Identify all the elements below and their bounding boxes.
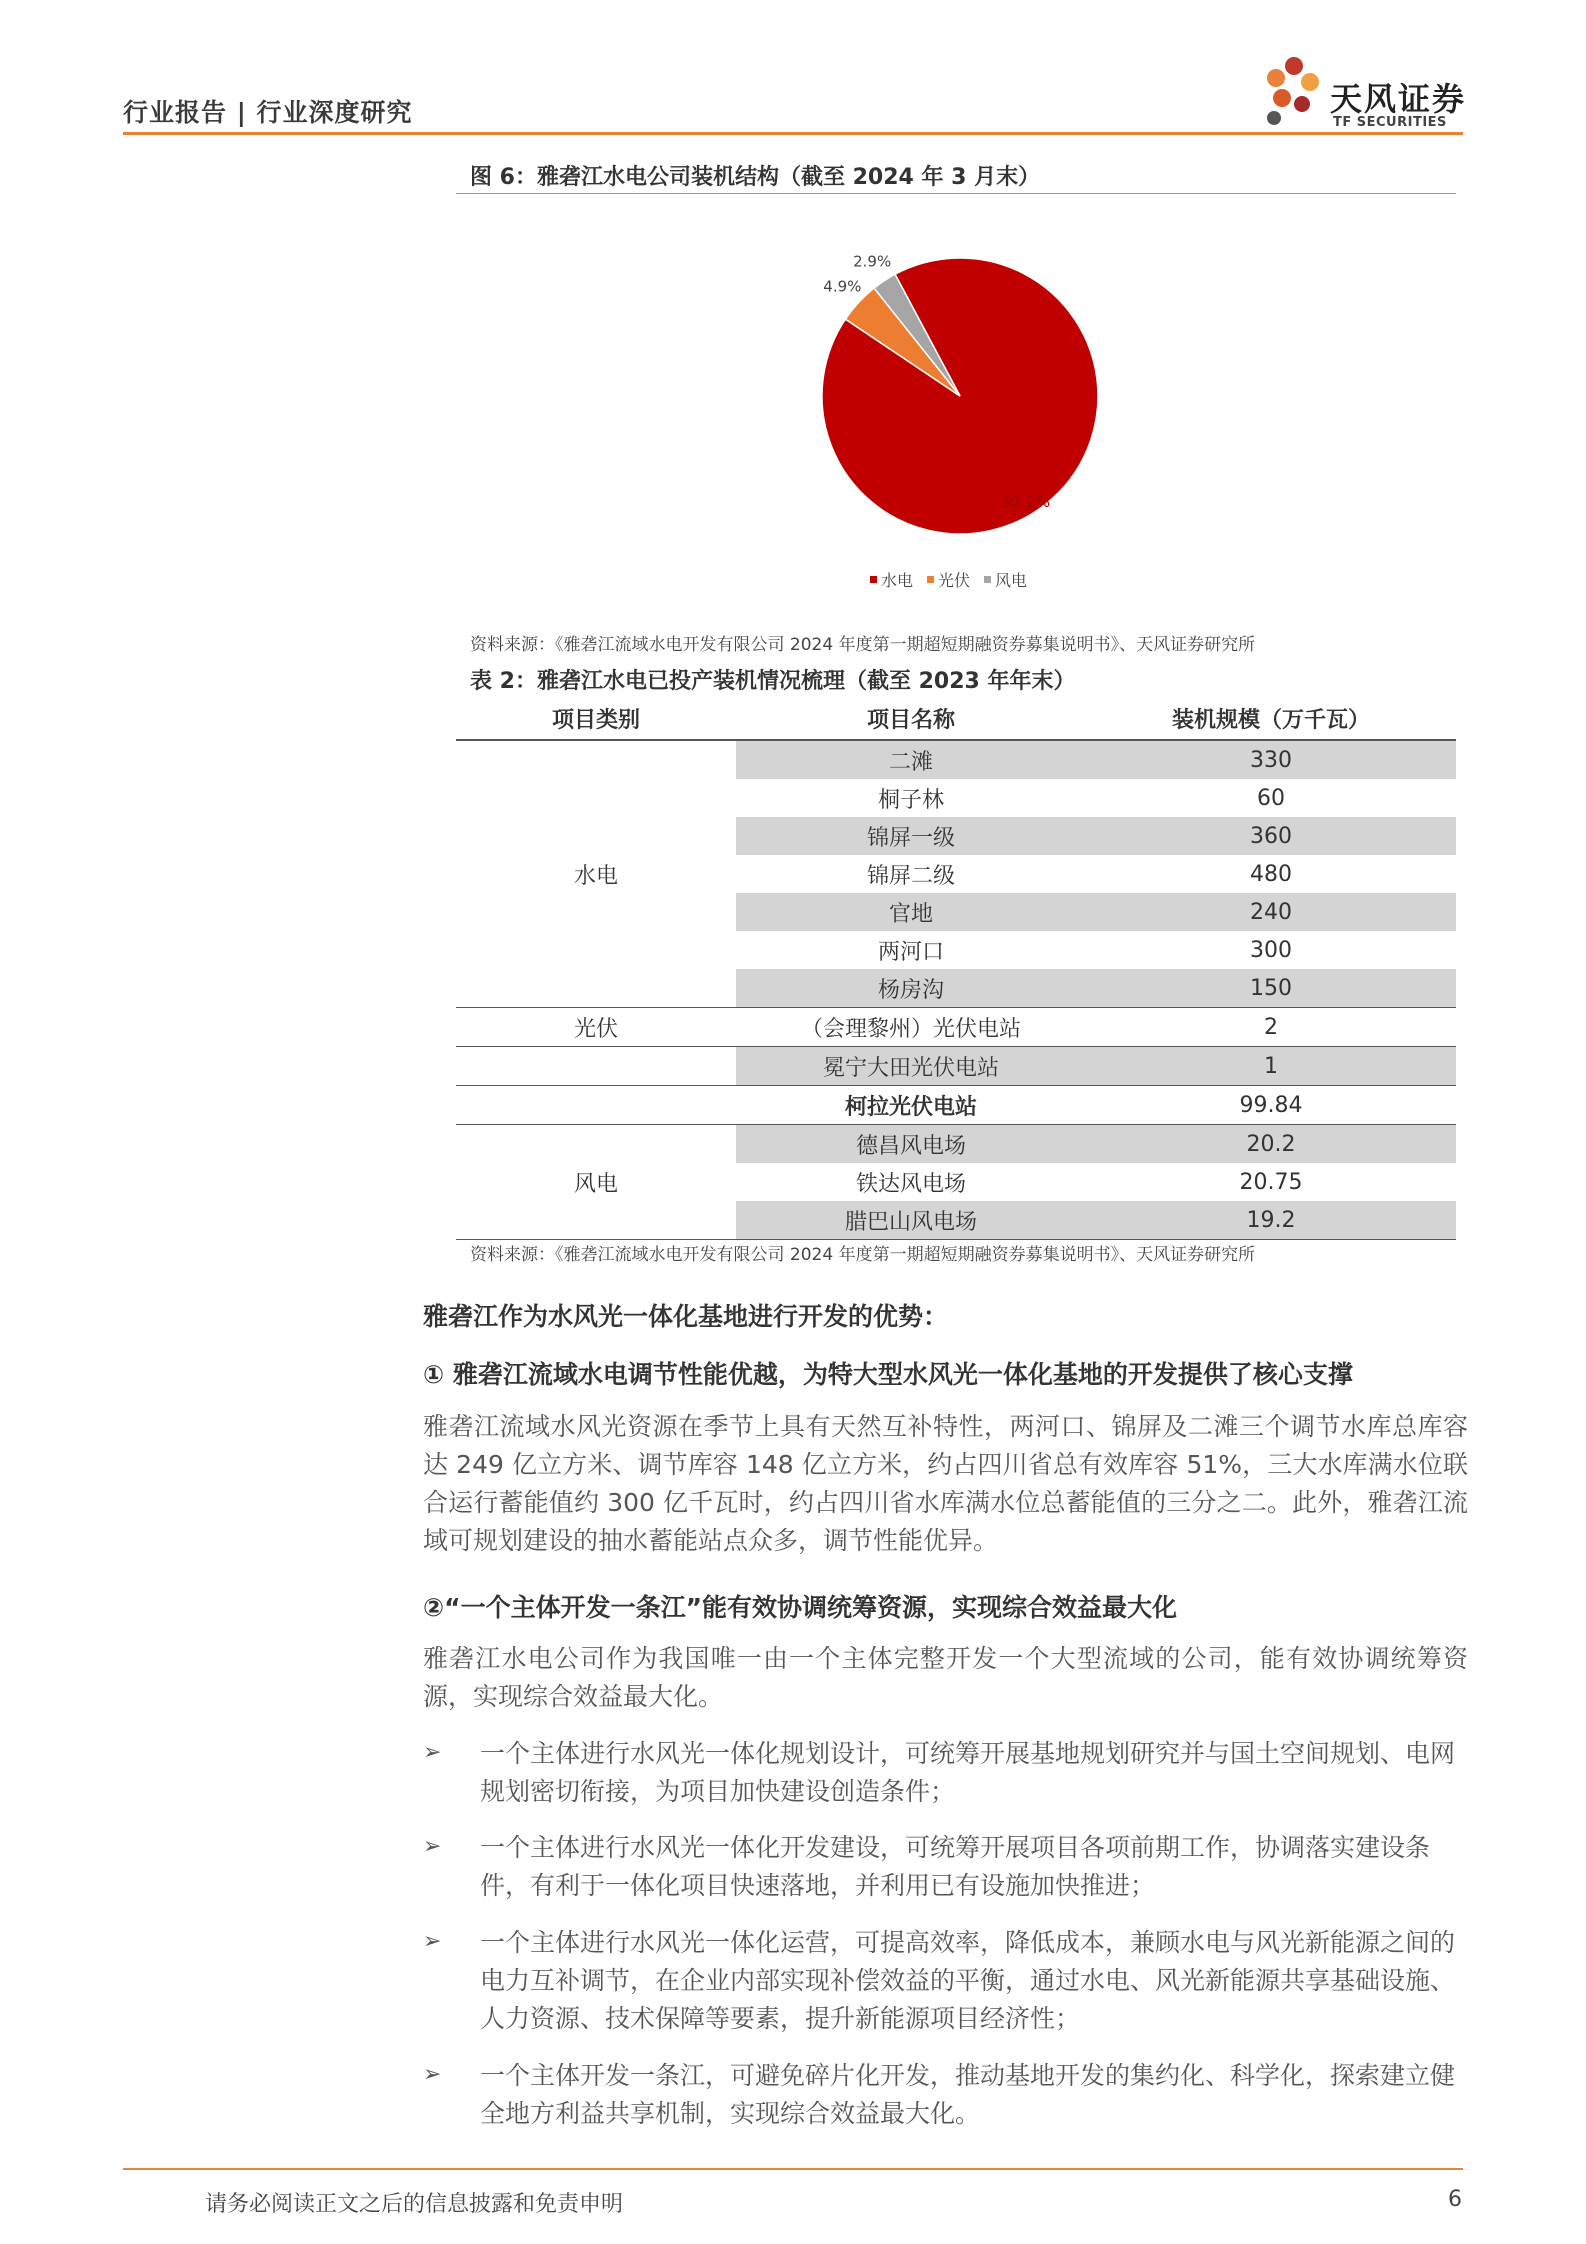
legend-swatch	[984, 576, 991, 583]
project-name: 铁达风电场	[855, 1171, 966, 1197]
point2-title: ②“一个主体开发一条江”能有效协调统筹资源，实现综合效益最大化	[423, 1593, 1178, 1622]
legend-label: 水电	[881, 571, 914, 590]
project-name: 锦屏二级	[866, 863, 955, 889]
header-capacity: 装机规模（万千瓦）	[1086, 697, 1456, 740]
page-number: 6	[1448, 2187, 1462, 2212]
table-title: 表 2：雅砻江水电已投产装机情况梳理（截至 2023 年年末）	[470, 669, 1076, 694]
project-name: 桐子林	[877, 787, 944, 813]
capacity-value: 330	[1086, 740, 1456, 779]
capacity-value: 20.2	[1086, 1125, 1456, 1164]
project-name: 腊巴山风电场	[736, 1201, 1086, 1240]
project-name: 杨房沟	[736, 969, 1086, 1008]
capacity-value: 20.75	[1239, 1169, 1303, 1195]
legend-item	[870, 568, 913, 591]
category-cell-wind: 风电	[456, 1125, 736, 1240]
footer-divider	[123, 2168, 1463, 2170]
logo-petal	[1294, 96, 1310, 112]
table-row	[456, 1125, 1456, 1164]
legend-item	[984, 568, 1027, 591]
table-row	[456, 1047, 1456, 1086]
legend-item	[927, 568, 970, 591]
category-cell-solar: 光伏	[456, 1008, 736, 1047]
bullet-text: 一个主体开发一条江，可避免碎片化开发，推动基地开发的集约化、科学化，探索建立健全地方利益共享机制，实现综合效益最大化。	[480, 2061, 1456, 2128]
table-source: 资料来源：《雅砻江流域水电开发有限公司 2024 年度第一期超短期融资券募集说明书》、天风证券研究所	[470, 1245, 1256, 1265]
bullet-text: 一个主体进行水风光一体化规划设计，可统筹开展基地规划研究并与国土空间规划、电网规划密切衔接，为项目加快建设创造条件；	[480, 1739, 1456, 1806]
project-name: 柯拉光伏电站	[736, 1086, 1086, 1125]
project-name: 官地	[736, 893, 1086, 931]
project-name: 二滩	[736, 740, 1086, 779]
report-type-label: 行业报告 | 行业深度研究	[123, 98, 413, 127]
project-name: （会理黎州）光伏电站	[736, 1008, 1086, 1047]
installed-capacity-table	[456, 697, 1456, 1240]
bullet-marker: ➢	[423, 1740, 442, 1765]
header-category: 项目类别	[456, 697, 736, 740]
category-cell-empty	[456, 1086, 736, 1125]
capacity-value: 480	[1250, 861, 1292, 887]
point1-paragraph: 雅砻江流域水风光资源在季节上具有天然互补特性，两河口、锦屏及二滩三个调节水库总库容达 249 亿立方米、调节库容 148 亿立方米，约占四川省总有效库容 51%，三大水库满水位联合运行蓄能值约 300 亿千瓦时，约占四川省水库满水位总蓄能值的三分之二。此外，雅砻江流域可规划建设的抽水蓄能站点众多，调节性能优异。	[423, 1412, 1468, 1555]
project-name: 两河口	[877, 939, 944, 965]
bullet-marker: ➢	[423, 1929, 442, 1954]
table-row	[456, 740, 1456, 779]
capacity-value: 1	[1086, 1047, 1456, 1086]
logo-petal	[1267, 69, 1285, 87]
capacity-value: 19.2	[1086, 1201, 1456, 1240]
bullet-text: 一个主体进行水风光一体化开发建设，可统筹开展项目各项前期工作，协调落实建设条件，有利于一体化项目快速落地，并利用已有设施加快推进；	[480, 1833, 1431, 1900]
capacity-value: 300	[1250, 937, 1292, 963]
category-cell-empty	[456, 1047, 736, 1086]
pie-data-label: 4.9%	[823, 277, 862, 296]
pie-data-label: 92.2%	[1002, 493, 1051, 512]
logo-petal	[1301, 73, 1319, 91]
capacity-value: 360	[1086, 817, 1456, 855]
bullet-marker: ➢	[423, 1834, 442, 1859]
capacity-value: 99.84	[1086, 1086, 1456, 1125]
project-name: 锦屏一级	[736, 817, 1086, 855]
capacity-value: 150	[1086, 969, 1456, 1008]
capacity-value: 2	[1086, 1008, 1456, 1047]
capacity-value: 60	[1257, 785, 1285, 811]
section-heading: 雅砻江作为水风光一体化基地进行开发的优势：	[423, 1302, 949, 1331]
logo-petal	[1267, 111, 1281, 125]
project-name: 冕宁大田光伏电站	[736, 1047, 1086, 1086]
legend-label: 风电	[995, 571, 1028, 590]
table-row	[456, 1008, 1456, 1047]
table-row	[456, 1086, 1456, 1125]
point2-paragraph: 雅砻江水电公司作为我国唯一由一个主体完整开发一个大型流域的公司，能有效协调统筹资源，实现综合效益最大化。	[423, 1644, 1468, 1711]
chart-legend	[870, 568, 1027, 591]
logo-petal	[1273, 89, 1291, 107]
point1-title: ① 雅砻江流域水电调节性能优越，为特大型水风光一体化基地的开发提供了核心支撑	[423, 1360, 1353, 1389]
brand-name: 天风证券	[1330, 80, 1467, 118]
figure-divider	[456, 193, 1456, 194]
legend-label: 光伏	[938, 571, 971, 590]
bullet-text: 一个主体进行水风光一体化运营，可提高效率，降低成本，兼顾水电与风光新能源之间的电力互补调节，在企业内部实现补偿效益的平衡，通过水电、风光新能源共享基础设施、人力资源、技术保障等要素，提升新能源项目经济性；	[480, 1928, 1456, 2033]
bullet-marker: ➢	[423, 2062, 442, 2087]
logo-petal	[1285, 57, 1303, 75]
project-name: 德昌风电场	[736, 1125, 1086, 1164]
disclaimer-text: 请务必阅读正文之后的信息披露和免责申明	[205, 2192, 624, 2217]
category-cell-hydro: 水电	[456, 740, 736, 1008]
brand-subtitle: TF SECURITIES	[1333, 115, 1447, 130]
legend-swatch	[870, 576, 877, 583]
pie-chart	[800, 210, 1120, 550]
figure-title: 图 6：雅砻江水电公司装机结构（截至 2024 年 3 月末）	[470, 165, 1041, 190]
table-header-row	[456, 697, 1456, 740]
pie-data-label: 2.9%	[853, 252, 892, 271]
header-project-name: 项目名称	[736, 697, 1086, 740]
figure-source: 资料来源：《雅砻江流域水电开发有限公司 2024 年度第一期超短期融资券募集说明书》、天风证券研究所	[470, 635, 1256, 655]
capacity-value: 240	[1086, 893, 1456, 931]
legend-swatch	[927, 576, 934, 583]
